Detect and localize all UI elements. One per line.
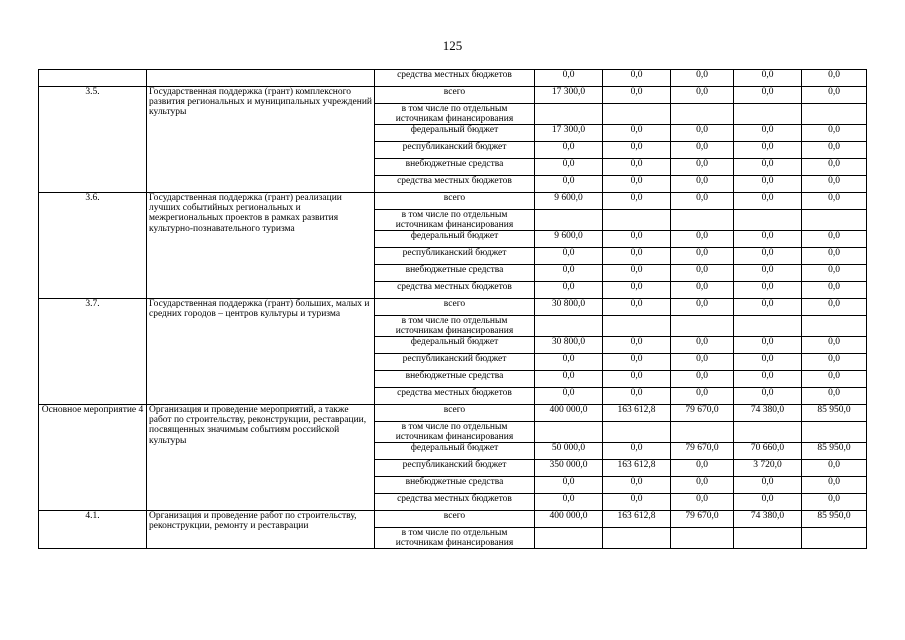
value-cell-year-3: 0,0	[671, 248, 734, 265]
funding-source: в том числе по отдельным источникам финансирования	[375, 315, 535, 337]
value-cell-year-5: 0,0	[802, 337, 867, 354]
value-cell-year-3: 0,0	[671, 86, 734, 103]
value-cell-year-5: 0,0	[802, 70, 867, 87]
value-cell-year-5	[802, 421, 867, 443]
value-cell-year-1: 0,0	[535, 476, 603, 493]
value-cell-year-4	[734, 527, 802, 549]
item-number: 3.6.	[39, 192, 147, 298]
value-cell-year-3: 0,0	[671, 159, 734, 176]
item-number: Основное мероприятие 4	[39, 404, 147, 510]
value-cell-year-1: 0,0	[535, 281, 603, 298]
value-cell-year-3	[671, 209, 734, 231]
value-cell-year-1: 17 300,0	[535, 125, 603, 142]
value-cell-year-3	[671, 527, 734, 549]
value-cell-year-4: 0,0	[734, 337, 802, 354]
value-cell-year-5: 0,0	[802, 354, 867, 371]
value-cell-year-5: 0,0	[802, 192, 867, 209]
funding-source: республиканский бюджет	[375, 248, 535, 265]
value-cell-year-1	[535, 315, 603, 337]
value-cell-year-2: 0,0	[603, 370, 671, 387]
table-row	[39, 298, 867, 315]
number-cell	[39, 70, 147, 87]
value-cell-year-5: 0,0	[802, 159, 867, 176]
table-row	[39, 510, 867, 527]
value-cell-year-4	[734, 315, 802, 337]
funding-source: средства местных бюджетов	[375, 70, 535, 87]
value-cell-year-1	[535, 103, 603, 125]
value-cell-year-2	[603, 103, 671, 125]
value-cell-year-5: 0,0	[802, 281, 867, 298]
value-cell-year-4: 0,0	[734, 159, 802, 176]
funding-source: внебюджетные средства	[375, 159, 535, 176]
value-cell-year-2	[603, 209, 671, 231]
value-cell-year-4: 0,0	[734, 142, 802, 159]
funding-source: в том числе по отдельным источникам финансирования	[375, 421, 535, 443]
item-name: Государственная поддержка (грант) реализации лучших событийных региональных и межрегиональных проектов в рамках развития культурно-познавательного туризма	[147, 192, 375, 298]
value-cell-year-3: 0,0	[671, 70, 734, 87]
value-cell-year-1: 0,0	[535, 265, 603, 282]
funding-source: средства местных бюджетов	[375, 387, 535, 404]
value-cell-year-1	[535, 209, 603, 231]
value-cell-year-5: 0,0	[802, 142, 867, 159]
funding-source: средства местных бюджетов	[375, 281, 535, 298]
funding-source: всего	[375, 404, 535, 421]
funding-source: внебюджетные средства	[375, 265, 535, 282]
funding-source: всего	[375, 86, 535, 103]
value-cell-year-4	[734, 209, 802, 231]
funding-source: республиканский бюджет	[375, 354, 535, 371]
value-cell-year-3: 0,0	[671, 125, 734, 142]
value-cell-year-4: 0,0	[734, 125, 802, 142]
value-cell-year-1: 0,0	[535, 248, 603, 265]
funding-source: федеральный бюджет	[375, 125, 535, 142]
funding-source: всего	[375, 510, 535, 527]
value-cell-year-5: 85 950,0	[802, 510, 867, 527]
value-cell-year-5: 85 950,0	[802, 443, 867, 460]
item-number: 3.7.	[39, 298, 147, 404]
value-cell-year-4: 0,0	[734, 175, 802, 192]
item-number: 3.5.	[39, 86, 147, 192]
value-cell-year-4: 0,0	[734, 354, 802, 371]
funding-source: республиканский бюджет	[375, 142, 535, 159]
value-cell-year-4: 74 380,0	[734, 404, 802, 421]
value-cell-year-3: 79 670,0	[671, 404, 734, 421]
value-cell-year-1: 0,0	[535, 159, 603, 176]
value-cell-year-5: 0,0	[802, 493, 867, 510]
value-cell-year-4: 0,0	[734, 493, 802, 510]
item-name: Организация и проведение мероприятий, а также работ по строительству, реконструкции, реставрации, посвященных значимым событиям российской культуры	[147, 404, 375, 510]
value-cell-year-4: 0,0	[734, 476, 802, 493]
value-cell-year-2: 0,0	[603, 281, 671, 298]
value-cell-year-5: 0,0	[802, 476, 867, 493]
value-cell-year-4: 0,0	[734, 86, 802, 103]
item-name: Государственная поддержка (грант) комплексного развития региональных и муниципальных учреждений культуры	[147, 86, 375, 192]
value-cell-year-1	[535, 421, 603, 443]
value-cell-year-5: 0,0	[802, 298, 867, 315]
value-cell-year-3: 0,0	[671, 231, 734, 248]
value-cell-year-1: 0,0	[535, 70, 603, 87]
value-cell-year-3: 0,0	[671, 337, 734, 354]
value-cell-year-5	[802, 527, 867, 549]
value-cell-year-5: 0,0	[802, 460, 867, 477]
funding-source: всего	[375, 298, 535, 315]
value-cell-year-4: 70 660,0	[734, 443, 802, 460]
value-cell-year-1	[535, 527, 603, 549]
value-cell-year-5: 0,0	[802, 265, 867, 282]
funding-source: средства местных бюджетов	[375, 175, 535, 192]
value-cell-year-2: 0,0	[603, 443, 671, 460]
value-cell-year-1: 350 000,0	[535, 460, 603, 477]
value-cell-year-2	[603, 527, 671, 549]
value-cell-year-5: 0,0	[802, 86, 867, 103]
funding-source: республиканский бюджет	[375, 460, 535, 477]
value-cell-year-2	[603, 421, 671, 443]
item-name: Организация и проведение работ по строительству, реконструкции, ремонту и реставрации	[147, 510, 375, 548]
value-cell-year-4: 74 380,0	[734, 510, 802, 527]
value-cell-year-2: 0,0	[603, 265, 671, 282]
value-cell-year-3: 0,0	[671, 265, 734, 282]
value-cell-year-5: 0,0	[802, 387, 867, 404]
table-row	[39, 86, 867, 103]
funding-table	[38, 69, 867, 549]
name-cell	[147, 70, 375, 87]
value-cell-year-1: 0,0	[535, 175, 603, 192]
value-cell-year-5: 0,0	[802, 248, 867, 265]
value-cell-year-2: 0,0	[603, 125, 671, 142]
value-cell-year-3: 0,0	[671, 387, 734, 404]
value-cell-year-2: 0,0	[603, 387, 671, 404]
value-cell-year-2: 0,0	[603, 354, 671, 371]
value-cell-year-4: 0,0	[734, 265, 802, 282]
item-name: Государственная поддержка (грант) больших, малых и средних городов – центров культуры и туризма	[147, 298, 375, 404]
value-cell-year-3: 0,0	[671, 476, 734, 493]
value-cell-year-2: 0,0	[603, 476, 671, 493]
value-cell-year-3: 79 670,0	[671, 510, 734, 527]
value-cell-year-3: 0,0	[671, 460, 734, 477]
value-cell-year-5: 0,0	[802, 125, 867, 142]
value-cell-year-3	[671, 421, 734, 443]
value-cell-year-1: 0,0	[535, 354, 603, 371]
value-cell-year-3: 79 670,0	[671, 443, 734, 460]
value-cell-year-4: 0,0	[734, 248, 802, 265]
value-cell-year-1: 17 300,0	[535, 86, 603, 103]
value-cell-year-4: 0,0	[734, 370, 802, 387]
value-cell-year-1: 400 000,0	[535, 404, 603, 421]
table-row	[39, 192, 867, 209]
funding-source: внебюджетные средства	[375, 476, 535, 493]
value-cell-year-2: 0,0	[603, 70, 671, 87]
value-cell-year-2: 0,0	[603, 493, 671, 510]
value-cell-year-1: 0,0	[535, 142, 603, 159]
value-cell-year-2: 163 612,8	[603, 404, 671, 421]
value-cell-year-4: 3 720,0	[734, 460, 802, 477]
value-cell-year-2: 0,0	[603, 231, 671, 248]
value-cell-year-2: 0,0	[603, 142, 671, 159]
value-cell-year-5: 0,0	[802, 175, 867, 192]
funding-source: федеральный бюджет	[375, 231, 535, 248]
value-cell-year-3: 0,0	[671, 354, 734, 371]
value-cell-year-2	[603, 315, 671, 337]
value-cell-year-3: 0,0	[671, 281, 734, 298]
value-cell-year-1: 30 800,0	[535, 337, 603, 354]
value-cell-year-3	[671, 103, 734, 125]
funding-source: федеральный бюджет	[375, 443, 535, 460]
table-row	[39, 404, 867, 421]
value-cell-year-2: 0,0	[603, 248, 671, 265]
item-number: 4.1.	[39, 510, 147, 548]
value-cell-year-1: 30 800,0	[535, 298, 603, 315]
value-cell-year-2: 0,0	[603, 298, 671, 315]
funding-source: федеральный бюджет	[375, 337, 535, 354]
value-cell-year-1: 9 600,0	[535, 231, 603, 248]
value-cell-year-2: 0,0	[603, 337, 671, 354]
value-cell-year-1: 0,0	[535, 493, 603, 510]
value-cell-year-3: 0,0	[671, 142, 734, 159]
value-cell-year-5: 0,0	[802, 370, 867, 387]
value-cell-year-1: 50 000,0	[535, 443, 603, 460]
value-cell-year-5	[802, 315, 867, 337]
value-cell-year-4: 0,0	[734, 231, 802, 248]
value-cell-year-2: 0,0	[603, 159, 671, 176]
value-cell-year-1: 0,0	[535, 370, 603, 387]
value-cell-year-5	[802, 103, 867, 125]
value-cell-year-1: 400 000,0	[535, 510, 603, 527]
value-cell-year-3: 0,0	[671, 298, 734, 315]
value-cell-year-4: 0,0	[734, 387, 802, 404]
table-row	[39, 70, 867, 87]
funding-source: средства местных бюджетов	[375, 493, 535, 510]
value-cell-year-3: 0,0	[671, 192, 734, 209]
value-cell-year-1: 0,0	[535, 387, 603, 404]
value-cell-year-5	[802, 209, 867, 231]
value-cell-year-2: 0,0	[603, 175, 671, 192]
value-cell-year-2: 163 612,8	[603, 460, 671, 477]
value-cell-year-2: 0,0	[603, 86, 671, 103]
funding-source: всего	[375, 192, 535, 209]
value-cell-year-2: 0,0	[603, 192, 671, 209]
value-cell-year-4: 0,0	[734, 298, 802, 315]
funding-source: в том числе по отдельным источникам финансирования	[375, 103, 535, 125]
funding-source: внебюджетные средства	[375, 370, 535, 387]
value-cell-year-5: 85 950,0	[802, 404, 867, 421]
value-cell-year-5: 0,0	[802, 231, 867, 248]
value-cell-year-3: 0,0	[671, 493, 734, 510]
value-cell-year-1: 9 600,0	[535, 192, 603, 209]
value-cell-year-3	[671, 315, 734, 337]
value-cell-year-2: 163 612,8	[603, 510, 671, 527]
value-cell-year-4	[734, 103, 802, 125]
funding-source: в том числе по отдельным источникам финансирования	[375, 209, 535, 231]
value-cell-year-4: 0,0	[734, 192, 802, 209]
value-cell-year-4: 0,0	[734, 281, 802, 298]
funding-source: в том числе по отдельным источникам финансирования	[375, 527, 535, 549]
value-cell-year-3: 0,0	[671, 175, 734, 192]
page-number: 125	[442, 38, 463, 53]
value-cell-year-4: 0,0	[734, 70, 802, 87]
value-cell-year-3: 0,0	[671, 370, 734, 387]
value-cell-year-4	[734, 421, 802, 443]
